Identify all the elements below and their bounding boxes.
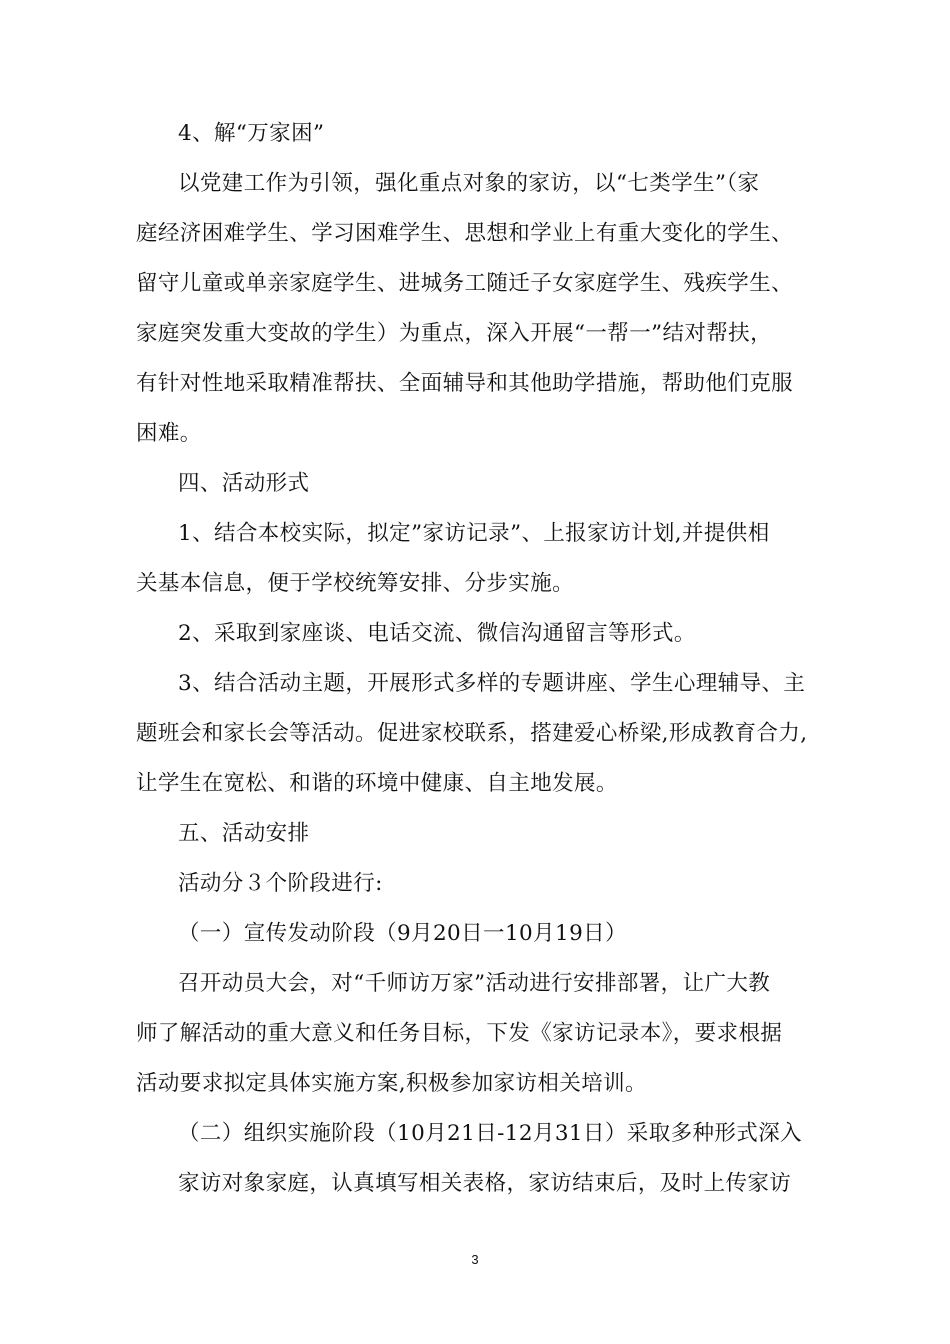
paragraph-line: 题班会和家长会等活动。促进家校联系，搭建爱心桥梁,形成教育合力, xyxy=(136,721,808,746)
paragraph-line: 家庭突发重大变故的学生）为重点，深入开展“一帮一”结对帮扶， xyxy=(136,321,772,346)
paragraph-line: 1、结合本校实际，拟定”家访记录”、上报家访计划,并提供相 xyxy=(178,521,770,546)
paragraph-line: 让学生在宽松、和谐的环境中健康、自主地发展。 xyxy=(136,771,618,796)
section-heading-activity-form: 四、活动形式 xyxy=(178,471,310,496)
paragraph-line: 活动要求拟定具体实施方案,积极参加家访相关培训。 xyxy=(136,1071,647,1096)
page-number: 3 xyxy=(471,1252,479,1267)
paragraph-line: 困难。 xyxy=(136,421,202,446)
paragraph-line: 留守儿童或单亲家庭学生、进城务工随迁子女家庭学生、残疾学生、 xyxy=(136,271,794,296)
paragraph-line: 关基本信息，便于学校统筹安排、分步实施。 xyxy=(136,571,575,596)
subheading-stage-one: （一）宣传发动阶段（9月20日一10月19日） xyxy=(178,921,627,946)
paragraph-line: 师了解活动的重大意义和任务目标，下发《家访记录本》，要求根据 xyxy=(136,1021,783,1046)
paragraph-line: 有针对性地采取精准帮扶、全面辅导和其他助学措施，帮助他们克服 xyxy=(136,371,794,396)
paragraph-line: 活动分３个阶段进行: xyxy=(178,871,383,896)
paragraph-line: 召开动员大会，对“千师访万家”活动进行安排部署，让广大教 xyxy=(178,971,771,996)
heading-jie-wanjiakun: 4、解“万家困” xyxy=(178,121,325,146)
paragraph-line: 以党建工作为引领，强化重点对象的家访，以“七类学生”（家 xyxy=(178,171,760,196)
section-heading-activity-schedule: 五、活动安排 xyxy=(178,821,310,846)
subheading-stage-two: （二）组织实施阶段（10月21日-12月31日）采取多种形式深入 xyxy=(178,1121,802,1146)
paragraph-line: 2、采取到家座谈、电话交流、微信沟通留言等形式。 xyxy=(178,621,696,646)
paragraph-line: 庭经济困难学生、学习困难学生、思想和学业上有重大变化的学生、 xyxy=(136,221,794,246)
paragraph-line: 家访对象家庭，认真填写相关表格，家访结束后，及时上传家访 xyxy=(178,1171,792,1196)
paragraph-line: 3、结合活动主题，开展形式多样的专题讲座、学生心理辅导、主 xyxy=(178,671,806,696)
